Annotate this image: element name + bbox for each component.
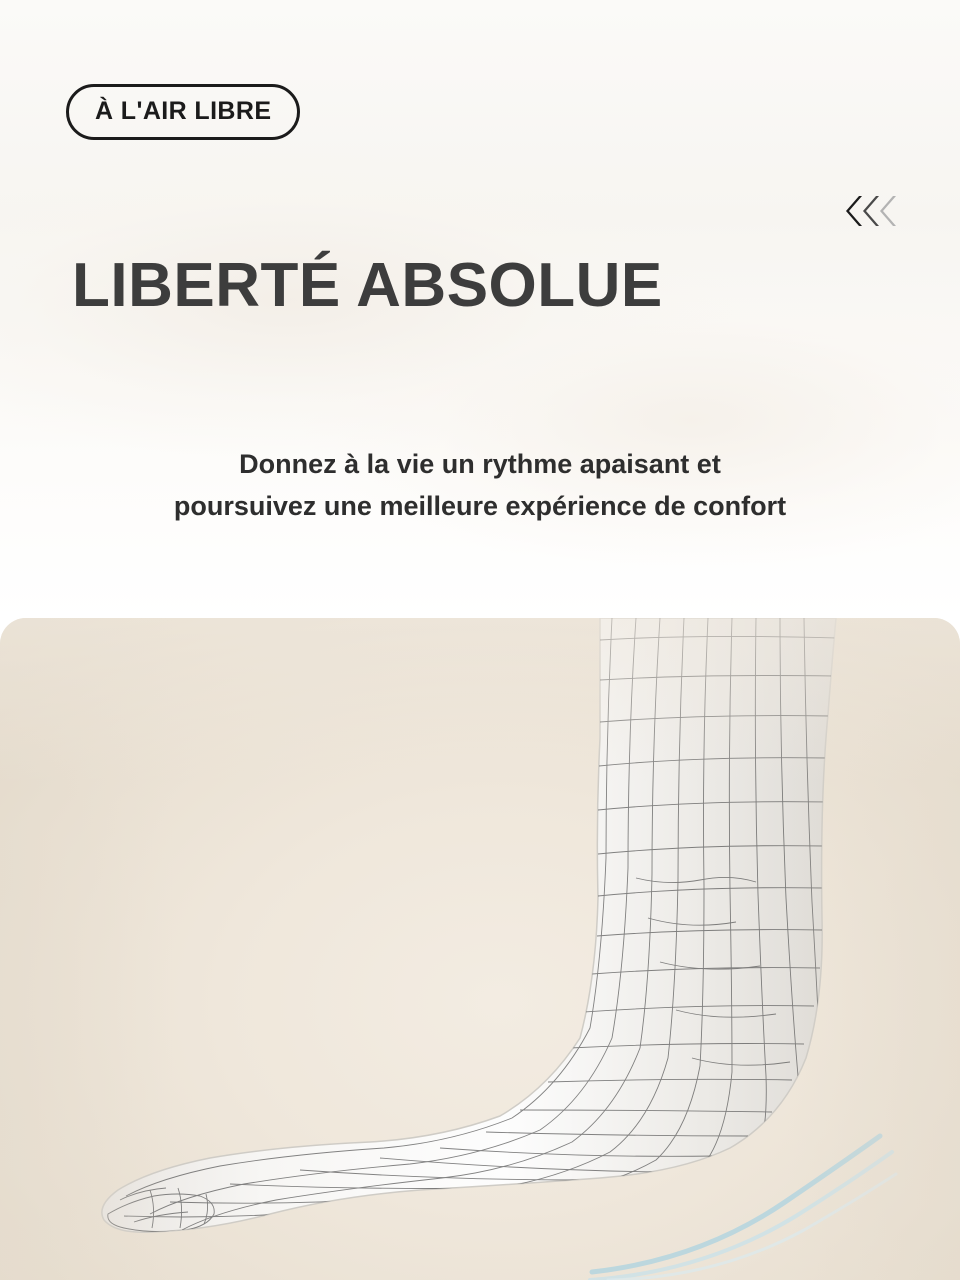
chevron-left-icon-3 bbox=[879, 196, 896, 226]
page-title: LIBERTÉ ABSOLUE bbox=[72, 251, 663, 320]
tag-badge: À L'AIR LIBRE bbox=[66, 84, 300, 140]
wireframe-foot-svg bbox=[0, 618, 960, 1280]
page-subtitle-line-2: poursuivez une meilleure expérience de confort bbox=[173, 490, 787, 521]
foot-silhouette bbox=[102, 618, 836, 1232]
chevron-left-icon-1 bbox=[845, 196, 862, 226]
page-subtitle-line-1: Donnez à la vie un rythme apaisant et bbox=[239, 449, 721, 479]
page-subtitle bbox=[0, 444, 960, 528]
header-section bbox=[0, 0, 960, 620]
product-image bbox=[0, 618, 960, 1280]
wireframe-foot-illustration bbox=[0, 618, 960, 1280]
double-chevron-left-icon bbox=[845, 196, 896, 226]
chevron-left-icon-2 bbox=[862, 196, 879, 226]
